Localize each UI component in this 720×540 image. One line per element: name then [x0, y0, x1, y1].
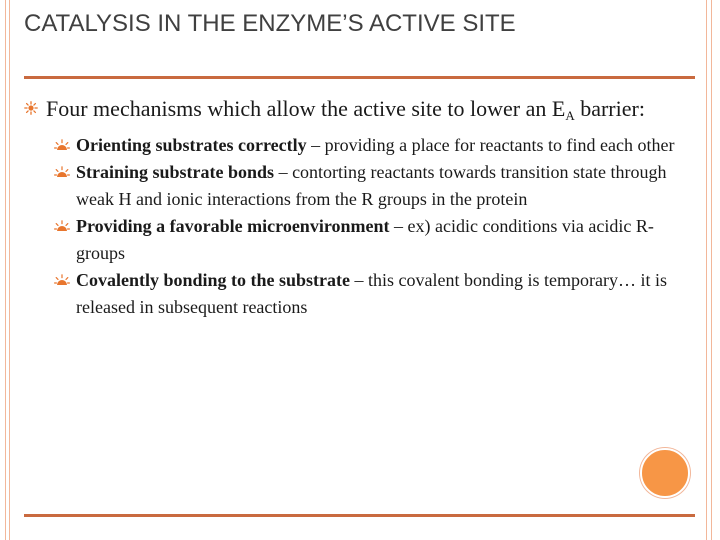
mechanism-title: Straining substrate bonds: [76, 162, 275, 182]
left-border-line-inner: [9, 0, 10, 540]
mechanism-item: [54, 267, 684, 321]
mechanism-description: – contorting reactants towards transition state through weak H and ionic interactions from the R groups in the protein: [76, 162, 667, 209]
left-border-line-outer: [5, 0, 6, 540]
mechanism-description: – providing a place for reactants to find each other: [306, 135, 675, 155]
mechanism-item: [54, 213, 684, 267]
half-sun-bullet-icon: [54, 139, 70, 151]
half-sun-bullet-icon: [54, 220, 70, 232]
right-border-line-outer: [711, 0, 712, 540]
main-bullet: [24, 96, 684, 122]
right-border-line-inner: [706, 0, 707, 540]
main-bullet-text-start: Four mechanisms which allow the active site to lower an E: [46, 96, 566, 121]
half-sun-bullet-icon: [54, 166, 70, 178]
mechanism-list: [24, 132, 684, 321]
mechanism-description: – ex) acidic conditions via acidic R-groups: [76, 216, 654, 263]
mechanism-description: – this covalent bonding is temporary… it is released in subsequent reactions: [76, 270, 667, 317]
main-bullet-text-end: barrier:: [574, 96, 645, 121]
bottom-divider: [24, 514, 695, 517]
title-divider: [24, 76, 695, 79]
mechanism-title: Covalently bonding to the substrate: [76, 270, 351, 290]
main-bullet-text: [46, 96, 684, 122]
mechanism-item: [54, 159, 684, 213]
mechanism-item: [54, 132, 684, 159]
mechanism-title: Providing a favorable microenvironment: [76, 216, 390, 236]
slide-content: [24, 96, 684, 321]
ea-subscript: A: [565, 108, 575, 123]
mechanism-title: Orienting substrates correctly: [76, 135, 307, 155]
half-sun-bullet-icon: [54, 274, 70, 286]
decorative-circle: [640, 448, 690, 498]
sun-bullet-icon: [24, 101, 38, 115]
slide-title: CATALYSIS IN THE ENZYME’S ACTIVE SITE: [24, 10, 516, 37]
